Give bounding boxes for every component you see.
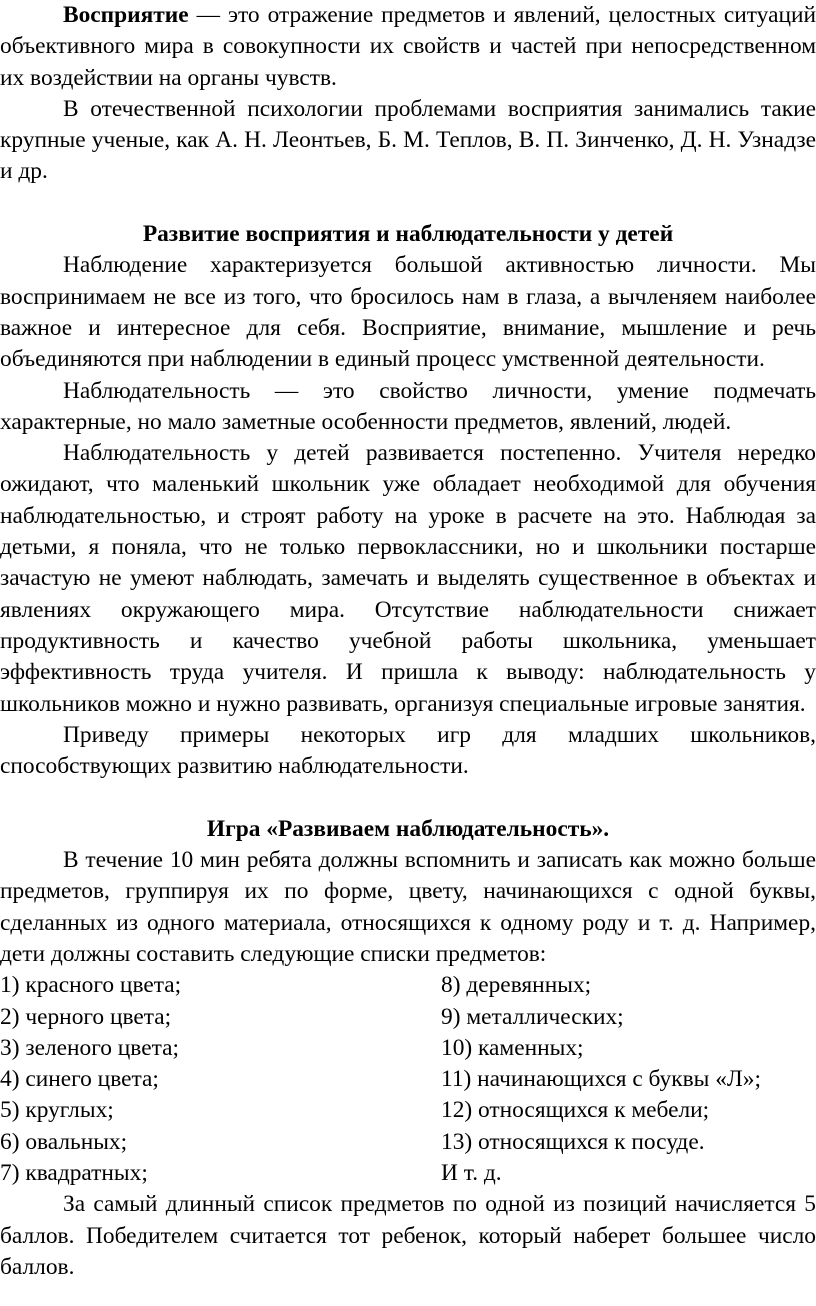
list-item: 6) овальных; bbox=[0, 1128, 128, 1155]
list-item: 9) металлических; bbox=[441, 1003, 624, 1030]
paragraph-observancy-children: Наблюдательность у детей развивается постепенно. Учителя нередко ожидают, что маленький школьник уже обладает необходимой для обучения наблюдательностью, и строят работу на уроке в расчете на это. Наблюдая за детьми, я поняла, что не только первоклассники, но и школьники постарше зачастую не умеют наблюдать, замечать и выделять существенное в объектах и явлениях окружающего мира. Отсутствие наблюдательности снижает продуктивность и качество учебной работы школьника, уменьшает эффективность труда учителя. И пришла к выводу: наблюдательность у школьников можно и нужно развивать, организуя специальные игровые занятия. bbox=[0, 440, 816, 717]
game-intro-text: В течение 10 мин ребята должны вспомнить и записать как можно больше предметов, группируя их по форме, цвету, начинающихся с одной буквы, сделанных из одного материала, относящихся к одному роду и т. д. bbox=[0, 847, 816, 936]
list-intro-text: Например, дети должны составить следующие списки предметов: bbox=[0, 909, 816, 967]
list-item: 12) относящихся к мебели; bbox=[441, 1097, 710, 1124]
list-item: 11) начинающихся с буквы «Л»; bbox=[441, 1066, 761, 1093]
list-item: 4) синего цвета; bbox=[0, 1066, 159, 1093]
list-item: 2) черного цвета; bbox=[0, 1003, 172, 1030]
section-heading-development: Развитие восприятия и наблюдательности у детей bbox=[142, 221, 674, 248]
paragraph-games-intro: Приведу примеры некоторых игр для младших школьников, способствующих развитию наблюдательности. bbox=[0, 721, 816, 780]
list-item: 13) относящихся к посуде. bbox=[441, 1128, 705, 1155]
paragraph-observancy-definition: Наблюдательность — это свойство личности, умение подмечать характерные, но мало заметные особенности предметов, явлений, людей. bbox=[0, 377, 816, 435]
item-categories-list bbox=[0, 970, 816, 1189]
list-item: 1) красного цвета; bbox=[0, 972, 182, 999]
list-item: 7) квадратных; bbox=[0, 1159, 148, 1186]
list-item: 5) круглых; bbox=[0, 1097, 114, 1124]
spacer bbox=[0, 188, 816, 219]
spacer bbox=[0, 782, 816, 813]
section-heading-game: Игра «Развиваем наблюдательность». bbox=[206, 815, 610, 842]
list-item: 10) каменных; bbox=[441, 1034, 584, 1061]
term-perception: Восприятие bbox=[63, 2, 189, 28]
list-item: 3) зеленого цвета; bbox=[0, 1034, 179, 1061]
paragraph-observation: Наблюдение характеризуется большой активностью личности. Мы воспринимаем не все из того, что бросилось нам в глаза, а вычленяем наиболее важное и интересное для себя. Восприятие, внимание, мышление и речь объединяются при наблюдении в единый процесс умственной деятельности. bbox=[0, 252, 816, 373]
list-item: И т. д. bbox=[441, 1159, 502, 1186]
definition-text: — это отражение предметов и явлений, целостных ситуаций объективного мира в совокупности их свойств и частей при непосредственном их воздействии на органы чувств. bbox=[0, 2, 816, 91]
list-item: 8) деревянных; bbox=[441, 972, 592, 999]
definition-paragraph bbox=[0, 0, 816, 94]
scoring-paragraph: За самый длинный список предметов по одной из позиций начисляется 5 баллов. Победителем считается тот ребенок, который наберет большее число баллов. bbox=[0, 1191, 816, 1280]
game-description bbox=[0, 845, 816, 970]
scientists-paragraph: В отечественной психологии проблемами восприятия занимались такие крупные ученые, как А. Н. Леонтьев, Б. М. Теплов, В. П. Зинченко, Д. Н. Узнадзе и др. bbox=[0, 95, 816, 185]
